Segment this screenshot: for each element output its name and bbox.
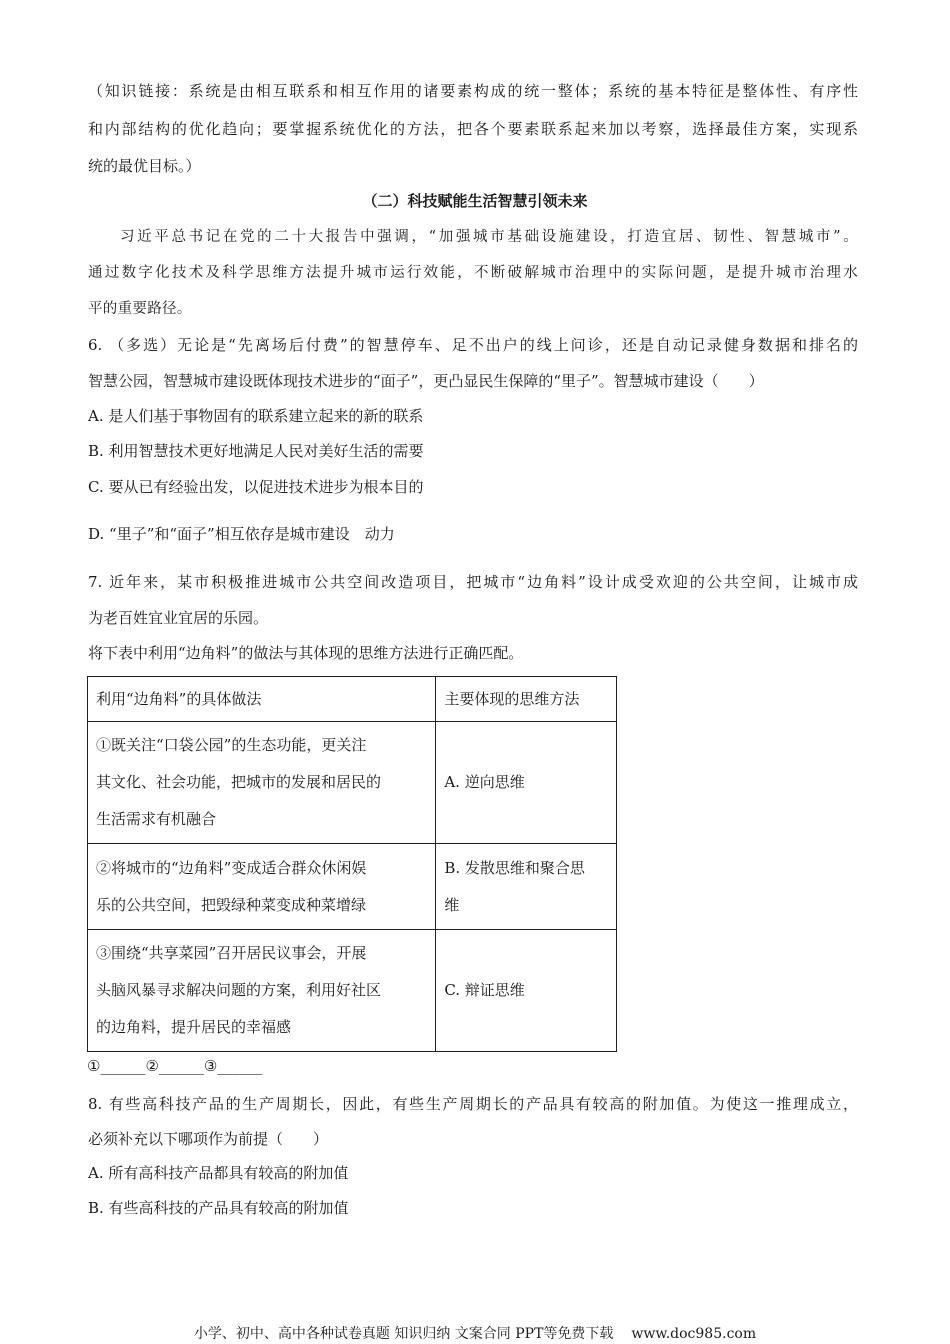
q6-option-b: B. 利用智慧技术更好地满足人民对美好生活的需要 <box>88 442 424 460</box>
row-2-method-line-1: B. 发散思维和聚合思 <box>444 858 585 877</box>
q6-option-a: A. 是人们基于事物固有的联系建立起来的新的联系 <box>88 407 424 425</box>
table-row <box>88 844 617 930</box>
answer-blanks[interactable]: ①______②______③______ <box>87 1057 263 1075</box>
knowledge-link-line-3: 统的最优目标。） <box>88 157 201 175</box>
row-1-practice-line-2: 其文化、社会功能，把城市的发展和居民的 <box>96 773 382 791</box>
q7-instruction: 将下表中利用“边角料”的做法与其体现的思维方法进行正确匹配。 <box>88 644 524 662</box>
row-1-practice-line-3: 生活需求有机融合 <box>96 810 217 828</box>
row-1-practice-line-1: ①既关注“口袋公园”的生态功能，更关注 <box>96 736 367 754</box>
q8-stem-line-2: 必须补充以下哪项作为前提（ ） <box>88 1130 329 1148</box>
intro-line-1: 习近平总书记在党的二十大报告中强调，“加强城市基础设施建设，打造宜居、韧性、智慧城市”。 <box>120 229 858 245</box>
table-header-practice: 利用“边角料”的具体做法 <box>88 677 436 722</box>
q6-option-d: D. “里子”和“面子”相互依存是城市建设 动力 <box>88 525 395 543</box>
table-row <box>88 722 617 844</box>
row-3-method: C. 辩证思维 <box>444 981 525 999</box>
q8-stem-line-1: 8. 有些高科技产品的生产周期长，因此，有些生产周期长的产品具有较高的附加值。为使这一推理成立， <box>88 1095 858 1113</box>
row-3-practice-line-1: ③围绕“共享菜园”召开居民议事会，开展 <box>96 944 367 962</box>
table-header-row <box>88 677 617 722</box>
section-title: （二）科技赋能生活智慧引领未来 <box>362 192 588 210</box>
q7-stem-line-2: 为老百姓宜业宜居的乐园。 <box>88 609 269 627</box>
q8-option-b: B. 有些高科技的产品具有较高的附加值 <box>88 1199 349 1217</box>
row-2-practice-line-1: ②将城市的“边角料”变成适合群众休闲娱 <box>96 858 367 877</box>
row-1-method: A. 逆向思维 <box>444 773 525 791</box>
intro-line-3: 平的重要路径。 <box>88 301 192 317</box>
page-footer <box>0 1323 950 1343</box>
row-3-practice-line-2: 头脑风暴寻求解决问题的方案，利用好社区 <box>96 981 382 999</box>
row-2-method-line-2: 维 <box>444 895 460 914</box>
row-2-practice-line-2: 乐的公共空间，把毁绿种菜变成种菜增绿 <box>96 895 367 914</box>
q6-stem-line-1: 6. （多选）无论是“先离场后付费”的智慧停车、足不出户的线上问诊，还是自动记录健身数据和排名的 <box>88 336 858 354</box>
footer-text: 小学、初中、高中各种试卷真题 知识归纳 文案合同 PPT等免费下载 <box>193 1326 614 1342</box>
q6-option-c: C. 要从已有经验出发，以促进技术进步为根本目的 <box>88 478 424 496</box>
knowledge-link-line-1: （知识链接：系统是由相互联系和相互作用的诸要素构成的统一整体；系统的基本特征是整体性、有序性 <box>88 82 858 100</box>
table-header-method: 主要体现的思维方法 <box>436 677 617 722</box>
footer-url[interactable]: www.doc985.com <box>631 1326 757 1342</box>
intro-line-2: 通过数字化技术及科学思维方法提升城市运行效能，不断破解城市治理中的实际问题，是提升城市治理水 <box>88 265 858 281</box>
matching-table <box>87 676 617 1052</box>
table-row <box>88 930 617 1052</box>
row-3-practice-line-3: 的边角料，提升居民的幸福感 <box>96 1018 292 1036</box>
q7-stem-line-1: 7. 近年来，某市积极推进城市公共空间改造项目，把城市“边角料”设计成受欢迎的公共空间，让城市成 <box>88 573 858 591</box>
q8-option-a: A. 所有高科技产品都具有较高的附加值 <box>88 1164 349 1182</box>
q6-stem-line-2: 智慧公园，智慧城市建设既体现技术进步的“面子”，更凸显民生保障的“里子”。智慧城市建设（ ） <box>88 372 764 390</box>
knowledge-link-line-2: 和内部结构的优化趋向；要掌握系统优化的方法，把各个要素联系起来加以考察，选择最佳方案，实现系 <box>88 120 858 138</box>
